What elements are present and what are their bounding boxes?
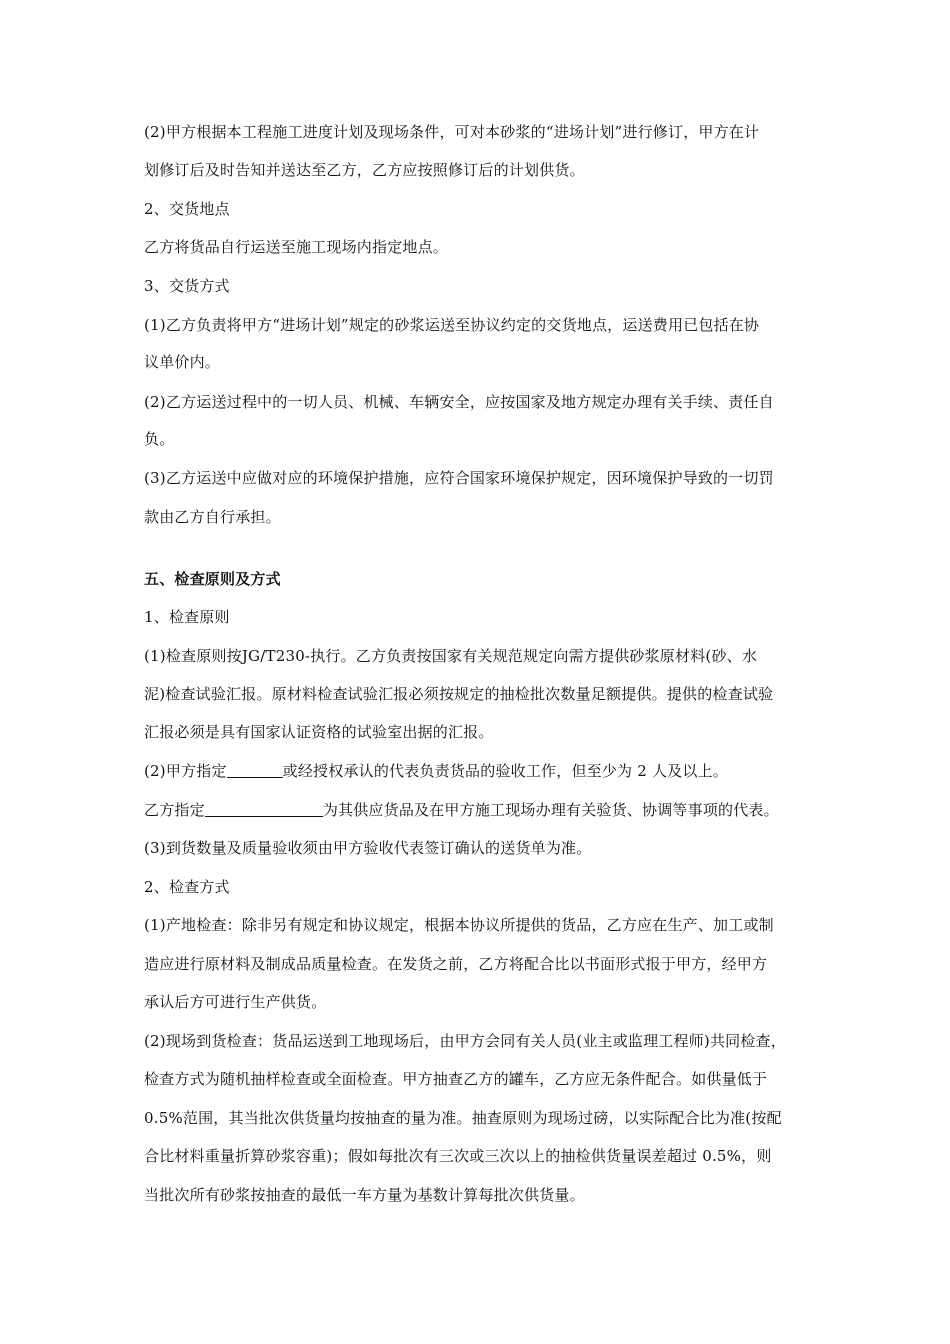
paragraph-line: (2)现场到货检查：货品运送到工地现场后，由甲方会同有关人员(业主或监理工程师)共同检查， (144, 1032, 786, 1050)
section-heading: 五、检查原则及方式 (144, 570, 281, 588)
paragraph-line-with-blank (144, 761, 834, 781)
fill-in-blank[interactable] (227, 761, 283, 778)
subsection-heading: 2、检查方式 (144, 878, 230, 896)
paragraph-line: (1)产地检查：除非另有规定和协议规定，根据本协议所提供的货品，乙方应在生产、加工或制 (144, 916, 774, 934)
paragraph-line: (1)检查原则按JG/T230-执行。乙方负责按国家有关规范规定向需方提供砂浆原材料(砂、水 (144, 647, 758, 665)
paragraph-line: (3)乙方运送中应做对应的环境保护措施，应符合国家环境保护规定，因环境保护导致的一切罚 (144, 469, 774, 487)
fill-in-blank[interactable] (205, 800, 323, 817)
paragraph-line: 汇报必须是具有国家认证资格的试验室出据的汇报。 (144, 723, 494, 741)
subsection-heading: 1、检查原则 (144, 608, 230, 626)
paragraph-line: (3)到货数量及质量验收须由甲方验收代表签订确认的送货单为准。 (144, 839, 592, 857)
paragraph-line: 0.5%范围，其当批次供货量均按抽查的量为准。抽查原则为现场过磅，以实际配合比为准(按配 (144, 1109, 782, 1127)
paragraph-line: 泥)检查试验汇报。原材料检查试验汇报必须按规定的抽检批次数量足额提供。提供的检查试验 (144, 685, 774, 703)
line-text: 乙方指定 (144, 801, 205, 819)
line-text: (2)甲方指定 (144, 762, 227, 780)
paragraph-line: (1)乙方负责将甲方“进场计划”规定的砂浆运送至协议约定的交货地点，运送费用已包括在协 (144, 316, 760, 334)
paragraph-line: 乙方将货品自行运送至施工现场内指定地点。 (144, 238, 449, 256)
paragraph-line: 负。 (144, 430, 175, 448)
paragraph-line: 款由乙方自行承担。 (144, 508, 281, 526)
paragraph-line: 当批次所有砂浆按抽查的最低一车方量为基数计算每批次供货量。 (144, 1186, 585, 1204)
subsection-heading: 2、交货地点 (144, 200, 230, 218)
paragraph-line: (2)甲方根据本工程施工进度计划及现场条件，可对本砂浆的“进场计划”进行修订，甲方在计 (144, 123, 760, 141)
paragraph-line: 议单价内。 (144, 353, 221, 371)
subsection-heading: 3、交货方式 (144, 277, 230, 295)
paragraph-line-with-blank (144, 800, 834, 820)
paragraph-line: 造应进行原材料及制成品质量检查。在发货之前，乙方将配合比以书面形式报于甲方，经甲方 (144, 955, 768, 973)
paragraph-line: 划修订后及时告知并送达至乙方，乙方应按照修订后的计划供货。 (144, 161, 585, 179)
paragraph-line: 承认后方可进行生产供货。 (144, 993, 327, 1011)
line-text: 或经授权承认的代表负责货品的验收工作，但至少为 2 人及以上。 (282, 762, 728, 780)
line-text: 为其供应货品及在甲方施工现场办理有关验货、协调等事项的代表。 (322, 801, 779, 819)
paragraph-line: 合比材料重量折算砂浆容重)；假如每批次有三次或三次以上的抽检供货量误差超过 0.5%，则 (144, 1147, 772, 1165)
paragraph-line: (2)乙方运送过程中的一切人员、机械、车辆安全，应按国家及地方规定办理有关手续、责任自 (144, 393, 774, 411)
paragraph-line: 检查方式为随机抽样检查或全面检查。甲方抽查乙方的罐车，乙方应无条件配合。如供量低于 (144, 1070, 768, 1088)
